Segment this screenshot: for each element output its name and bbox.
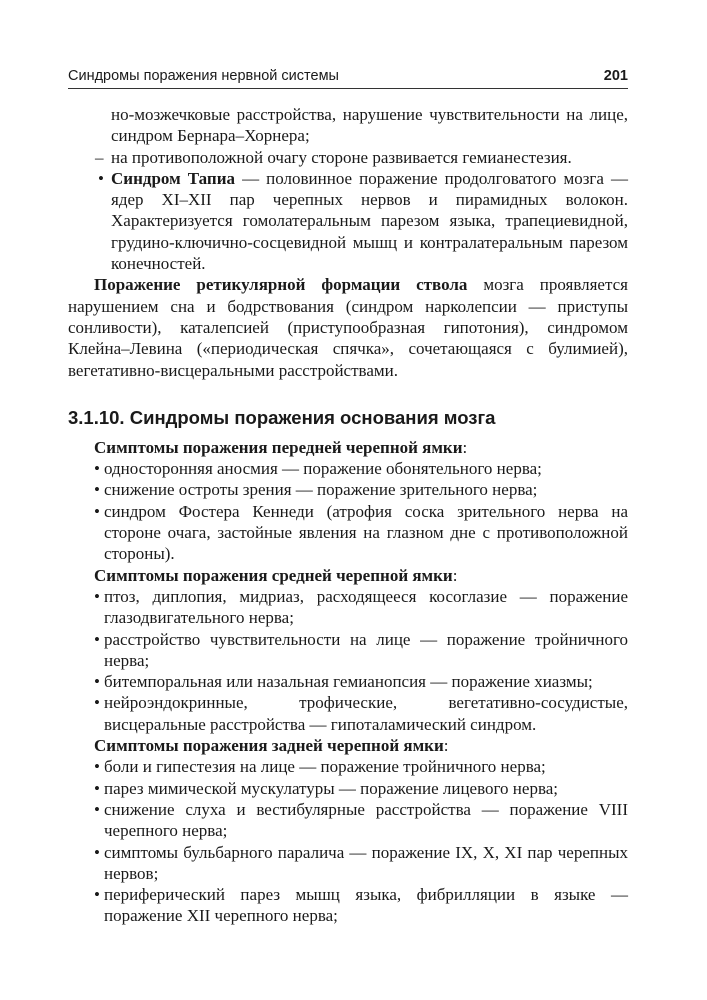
page-body	[68, 104, 628, 927]
running-header-title: Синдромы поражения нервной системы	[68, 68, 339, 84]
list-item-text: птоз, диплопия, мидриаз, расходящееся косоглазие — поражение глазодвигательного нерва;	[104, 586, 628, 628]
bullet-marker: •	[94, 693, 100, 713]
reticular-text: мозга проявляется нарушением сна и бодрствования (синдром нарколепсии — приступы сонливости), каталепсией (приступообразная гипотония), синдромом Клейна–Левина («периодическая спячка», сочетающаяся с булимией), вегетативно-висцеральными расстройствами.	[68, 275, 628, 380]
bullet-marker: •	[94, 480, 100, 500]
anterior-fossa-heading: Симптомы поражения передней черепной ямки:	[94, 437, 468, 457]
list-item	[68, 671, 628, 692]
list-item-text: нейроэндокринные, трофические, вегетативно-сосудистые, висцеральные расстройства — гипоталамический синдром.	[104, 693, 628, 734]
bullet-marker: •	[94, 672, 100, 692]
anterior-fossa-heading-text: Симптомы поражения передней черепной ямки	[94, 437, 463, 457]
list-item	[68, 778, 628, 799]
list-item-text: односторонняя аносмия — поражение обонятельного нерва;	[104, 459, 542, 479]
list-item-text: снижение остроты зрения — поражение зрительного нерва;	[104, 480, 538, 500]
list-item	[68, 756, 628, 777]
list-item-text: боли и гипестезия на лице — поражение тройничного нерва;	[104, 757, 546, 777]
bullet-marker: •	[94, 842, 100, 862]
page-number: 201	[603, 68, 628, 84]
section-heading: 3.1.10. Синдромы поражения основания мозга	[68, 406, 496, 428]
tapia-term: Синдром Тапиа	[111, 168, 236, 188]
bullet-marker: •	[94, 885, 100, 905]
list-item-text: синдром Фостера Кеннеди (атрофия соска зрительного нерва на стороне очага, застойные явления на глазном дне с противоположной стороны).	[104, 501, 628, 564]
dash-item-text: на противоположной очагу стороне развивается гемианестезия.	[111, 147, 572, 167]
tapia-text: — половинное поражение продолговатого мозга — ядер XI–XII пар черепных нервов и пирамидных волокон. Характеризуется гомолатеральным парезом языка, трапециевидной, грудино-ключично-сосцевидной мышц и контралатеральным парезом конечностей.	[111, 168, 628, 274]
bullet-marker: •	[94, 778, 100, 798]
reticular-term: Поражение ретикулярной формации ствола	[94, 275, 468, 295]
list-item	[68, 458, 628, 479]
list-item	[68, 692, 628, 735]
bullet-marker: •	[94, 586, 100, 606]
list-item-text: расстройство чувствительности на лице — поражение тройничного нерва;	[104, 629, 628, 670]
bullet-marker: •	[94, 459, 100, 479]
middle-fossa-heading-text: Симптомы поражения средней черепной ямки	[94, 565, 453, 585]
bullet-marker: •	[94, 799, 100, 819]
list-item	[68, 799, 628, 842]
running-header	[68, 68, 628, 89]
posterior-fossa-heading-text: Симптомы поражения задней черепной ямки	[94, 736, 444, 756]
bullet-item-tapia	[68, 168, 628, 274]
list-item	[68, 501, 628, 565]
continued-list-item: но-мозжечковые расстройства, нарушение чувствительности на лице, синдром Бернара–Хорнера;	[111, 105, 628, 146]
dash-list-item	[68, 147, 628, 168]
posterior-fossa-heading: Симптомы поражения задней черепной ямки:	[94, 736, 449, 756]
reticular-paragraph	[68, 274, 628, 380]
dash-marker: –	[95, 147, 104, 167]
bullet-marker: •	[94, 501, 100, 521]
list-item	[68, 629, 628, 672]
bullet-marker: •	[98, 168, 104, 188]
list-item	[68, 586, 628, 629]
bullet-marker: •	[94, 757, 100, 777]
list-item-text: битемпоральная или назальная гемианопсия — поражение хиазмы;	[104, 672, 593, 692]
bullet-marker: •	[94, 629, 100, 649]
list-item	[68, 479, 628, 500]
list-item-text: парез мимической мускулатуры — поражение лицевого нерва;	[104, 778, 559, 798]
list-item-text: снижение слуха и вестибулярные расстройства — поражение VIII черепного нерва;	[104, 799, 628, 841]
middle-fossa-heading: Симптомы поражения средней черепной ямки:	[94, 565, 458, 585]
list-item	[68, 842, 628, 885]
list-item-text: периферический парез мышц языка, фибрилляции в языке — поражение XII черепного нерва;	[104, 885, 628, 926]
list-item-text: симптомы бульбарного паралича — поражение IX, X, XI пар черепных нервов;	[104, 842, 628, 883]
list-item	[68, 884, 628, 927]
